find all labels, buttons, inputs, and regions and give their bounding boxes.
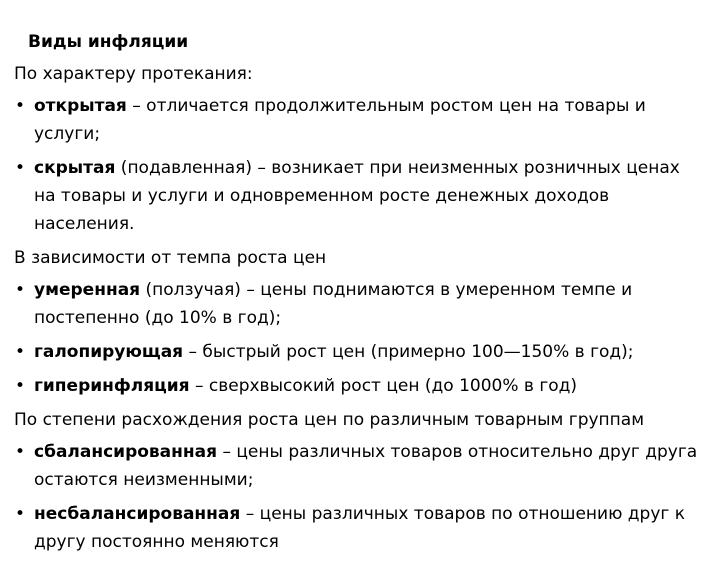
definition-balanced: – цены различных товаров относительно друг друга остаются неизменными;	[34, 442, 698, 490]
list-item-hyper	[14, 372, 704, 400]
term-balanced: сбалансированная	[34, 442, 218, 462]
term-hyper: гиперинфляция	[34, 376, 190, 396]
definition-unbalanced: – цены различных товаров по отношению друг к другу постоянно меняются	[34, 504, 685, 552]
term-unbalanced: несбалансированная	[34, 504, 241, 524]
term-moderate: умеренная	[34, 280, 141, 300]
list-item-balanced	[14, 438, 704, 494]
definition-open: – отличается продолжительным ростом цен на товары и услуги;	[34, 96, 646, 144]
list-item-open	[14, 92, 704, 148]
definition-galloping: – быстрый рост цен (примерно 100—150% в год);	[183, 342, 634, 362]
definition-hidden: (подавленная) – возникает при неизменных розничных ценах на товары и услуги и одновременном росте денежных доходов населения.	[34, 158, 680, 234]
list-item-galloping	[14, 338, 704, 366]
section-heading-character: По характеру протекания:	[14, 64, 253, 84]
definition-hyper: – сверхвысокий рост цен (до 1000% в год)	[189, 376, 578, 396]
slide-title: Виды инфляции	[28, 32, 189, 52]
section-heading-rate: В зависимости от темпа роста цен	[14, 248, 327, 268]
section-heading-balance: По степени расхождения роста цен по различным товарным группам	[14, 410, 645, 430]
definition-moderate: (ползучая) – цены поднимаются в умеренном темпе и постепенно (до 10% в год);	[34, 280, 633, 328]
term-open: открытая	[34, 96, 127, 116]
list-item-moderate	[14, 276, 704, 332]
term-galloping: галопирующая	[34, 342, 184, 362]
slide-content	[14, 60, 704, 562]
term-hidden: скрытая	[34, 158, 116, 178]
list-item-hidden	[14, 154, 704, 238]
list-item-unbalanced	[14, 500, 704, 556]
